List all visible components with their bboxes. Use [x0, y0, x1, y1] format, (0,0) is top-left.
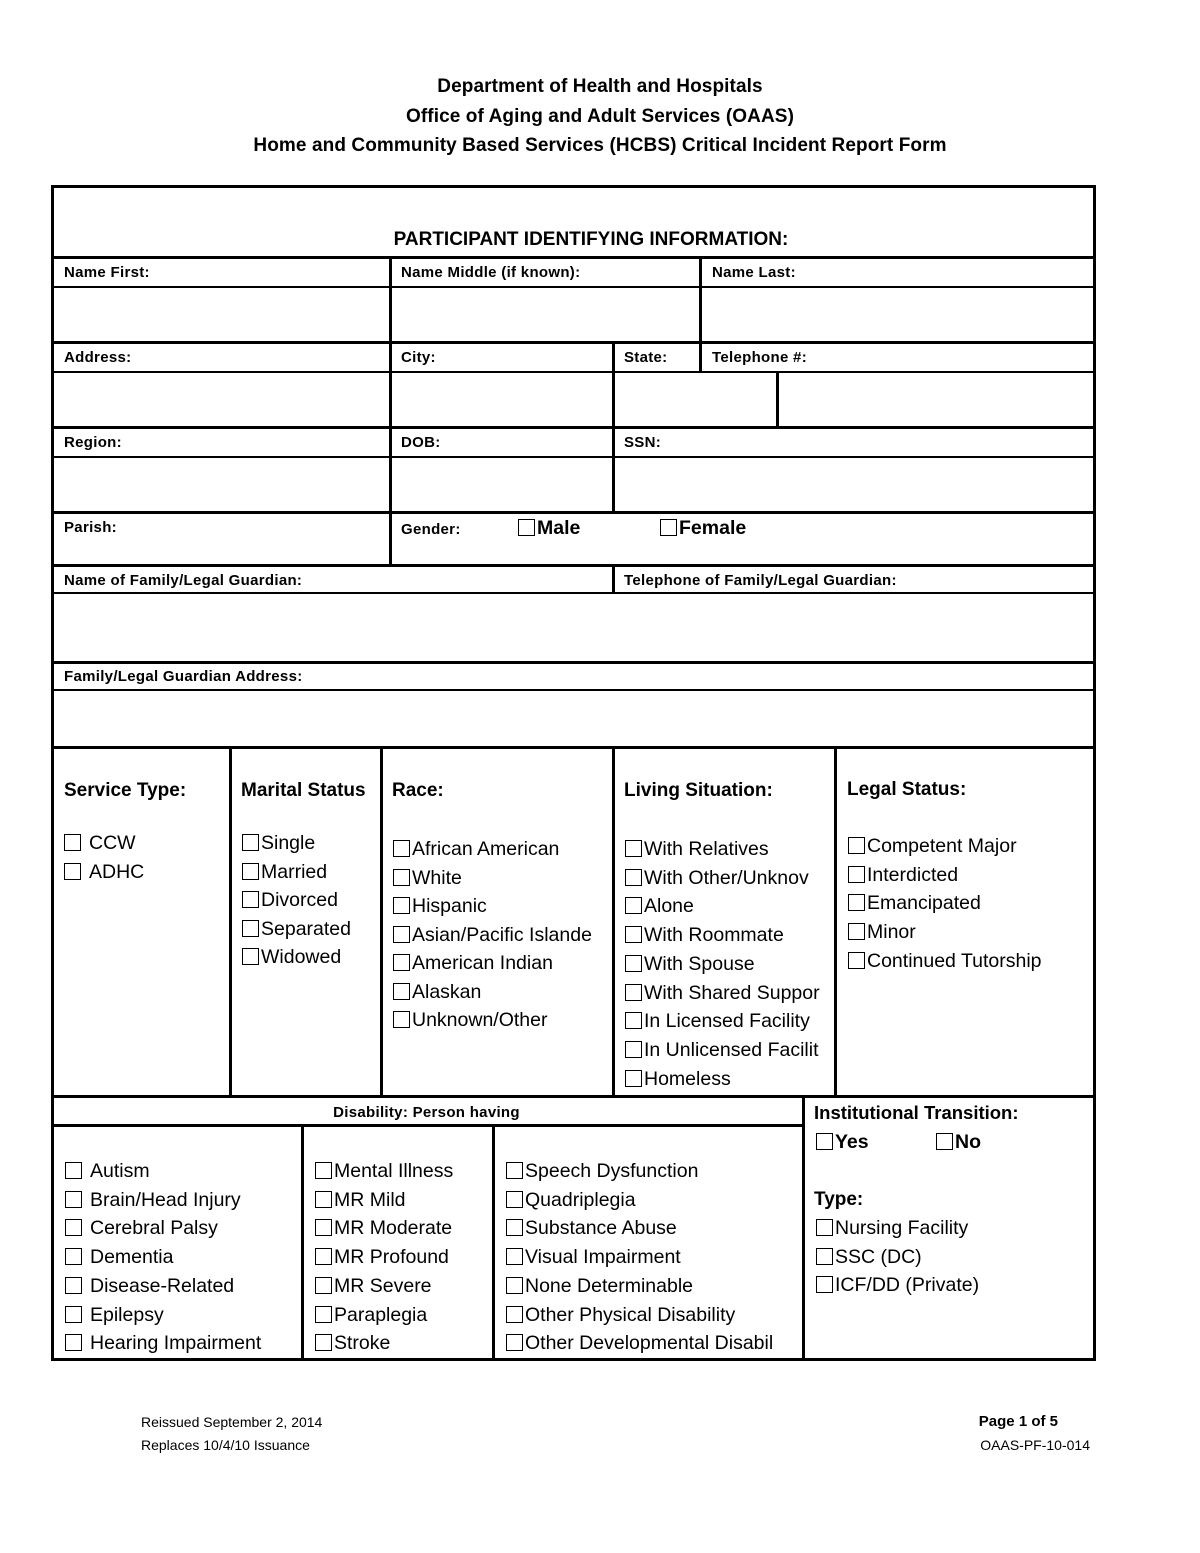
checkbox-icon[interactable]	[848, 952, 865, 969]
option-label: Alone	[644, 895, 694, 918]
option-label: ADHC	[89, 860, 145, 883]
ssn-label: SSN:	[624, 434, 662, 451]
rule	[699, 256, 702, 343]
option-label: Emancipated	[867, 892, 981, 915]
option-label: With Shared Suppor	[644, 981, 820, 1004]
option-label: With Relatives	[644, 838, 769, 860]
rule	[51, 1124, 804, 1127]
option-label: Hearing Impairment	[90, 1332, 262, 1355]
race-option[interactable]	[393, 952, 611, 976]
header-office: Office of Aging and Adult Services (OAAS)	[405, 106, 794, 127]
rule	[612, 341, 615, 428]
address-label: Address:	[64, 349, 132, 366]
option-label: MR Severe	[334, 1274, 432, 1297]
option-label: Homeless	[644, 1067, 731, 1090]
checkbox-icon[interactable]	[393, 840, 410, 857]
option-label: Substance Abuse	[525, 1217, 677, 1240]
rule	[612, 564, 615, 594]
race-option[interactable]	[393, 924, 611, 948]
transition-type-title: Type:	[814, 1189, 864, 1210]
institutional-transition-title: Institutional Transition:	[814, 1102, 1019, 1123]
disability-option[interactable]	[315, 1246, 490, 1270]
checkbox-icon[interactable]	[625, 897, 642, 914]
checkbox-icon[interactable]	[625, 1012, 642, 1029]
name-last-label: Name Last:	[712, 264, 796, 281]
marital-status-option[interactable]	[242, 946, 378, 970]
option-label: Stroke	[334, 1332, 391, 1355]
service-type-option[interactable]	[64, 861, 224, 885]
rule	[389, 426, 392, 513]
checkbox-icon[interactable]	[816, 1219, 833, 1236]
gender-label: Gender:	[401, 521, 461, 538]
disability-option[interactable]	[315, 1217, 490, 1241]
living-situation-option[interactable]	[625, 953, 833, 977]
checkbox-icon[interactable]	[64, 834, 81, 851]
disability-option[interactable]	[315, 1160, 490, 1184]
rule	[51, 1095, 1096, 1098]
checkbox-icon[interactable]	[315, 1306, 332, 1323]
checkbox-icon[interactable]	[65, 1277, 82, 1294]
checkbox-icon[interactable]	[393, 954, 410, 971]
rule	[51, 456, 1096, 458]
disability-option[interactable]	[506, 1275, 802, 1299]
telephone-label: Telephone #:	[712, 349, 807, 366]
marital-status-title: Marital Status	[241, 780, 366, 801]
service-type-option[interactable]	[64, 832, 224, 856]
guardian-name-label: Name of Family/Legal Guardian:	[64, 572, 303, 589]
legal-status-option[interactable]	[848, 950, 1092, 974]
rule	[51, 746, 1096, 749]
gender-female-option[interactable]: Female	[660, 517, 746, 541]
checkbox-icon[interactable]	[65, 1219, 82, 1236]
disability-option[interactable]	[65, 1246, 299, 1270]
rule	[612, 746, 615, 1097]
checkbox-icon[interactable]	[506, 1334, 523, 1351]
disability-option[interactable]	[506, 1246, 802, 1270]
option-label: Other Physical Disability	[525, 1303, 736, 1326]
name-first-label: Name First:	[64, 264, 150, 281]
living-situation-option[interactable]	[625, 1068, 833, 1092]
transition-type-option[interactable]	[816, 1246, 1092, 1270]
option-label: Autism	[90, 1160, 150, 1182]
option-label: Unknown/Other	[412, 1009, 548, 1031]
checkbox-icon[interactable]	[625, 869, 642, 886]
form-frame	[51, 185, 1096, 1361]
race-option[interactable]	[393, 895, 611, 919]
option-label: Continued Tutorship	[867, 949, 1042, 972]
option-label: Dementia	[90, 1246, 174, 1269]
rule	[699, 341, 702, 372]
race-title: Race:	[392, 780, 444, 801]
transition-type-option[interactable]	[816, 1274, 1092, 1298]
legal-status-option[interactable]	[848, 921, 1092, 945]
checkbox-icon[interactable]	[242, 834, 259, 851]
marital-status-option[interactable]	[242, 832, 378, 856]
disability-option[interactable]	[315, 1189, 490, 1213]
option-label: Competent Major	[867, 835, 1017, 857]
legal-status-title: Legal Status:	[847, 779, 967, 800]
disability-option[interactable]	[506, 1332, 802, 1356]
checkbox-icon[interactable]	[936, 1133, 953, 1150]
checkbox-icon[interactable]	[315, 1219, 332, 1236]
form-id: OAAS-PF-10-014	[980, 1437, 1090, 1453]
region-label: Region:	[64, 434, 122, 451]
option-label: ICF/DD (Private)	[835, 1274, 980, 1297]
legal-status-option[interactable]	[848, 864, 1092, 888]
option-label: Single	[261, 832, 316, 854]
living-situation-option[interactable]	[625, 838, 833, 862]
checkbox-icon[interactable]	[65, 1334, 82, 1351]
checkbox-icon[interactable]	[65, 1191, 82, 1208]
option-label: African American	[412, 838, 560, 860]
checkbox-icon[interactable]	[315, 1277, 332, 1294]
checkbox-icon[interactable]	[625, 926, 642, 943]
checkbox-icon[interactable]	[242, 863, 259, 880]
living-situation-option[interactable]	[625, 1010, 833, 1034]
checkbox-icon[interactable]	[242, 891, 259, 908]
checkbox-icon[interactable]	[625, 1070, 642, 1087]
rule	[51, 426, 1096, 429]
rule	[776, 371, 779, 428]
checkbox-icon[interactable]	[506, 1248, 523, 1265]
option-label: Minor	[867, 921, 916, 944]
header-department: Department of Health and Hospitals	[437, 76, 763, 97]
option-label: With Roommate	[644, 924, 784, 947]
checkbox-icon[interactable]	[816, 1133, 833, 1150]
disability-option[interactable]	[506, 1304, 802, 1328]
disability-option[interactable]	[506, 1160, 802, 1184]
option-label: Mental Illness	[334, 1160, 454, 1182]
disability-option[interactable]	[65, 1217, 299, 1241]
option-label: Alaskan	[412, 980, 482, 1003]
rule	[229, 746, 232, 1097]
option-label: Other Developmental Disabil	[525, 1332, 774, 1355]
checkbox-icon[interactable]	[242, 948, 259, 965]
disability-option[interactable]	[65, 1304, 299, 1328]
guardian-address-label: Family/Legal Guardian Address:	[64, 668, 303, 685]
name-middle-label: Name Middle (if known):	[401, 264, 581, 281]
legal-status-option[interactable]	[848, 892, 1092, 916]
rule	[492, 1124, 495, 1361]
rule	[51, 564, 1096, 567]
section-title: PARTICIPANT IDENTIFYING INFORMATION:	[393, 229, 789, 250]
checkbox-icon[interactable]	[816, 1248, 833, 1265]
checkbox-icon[interactable]	[660, 519, 677, 536]
option-label: Brain/Head Injury	[90, 1188, 241, 1211]
checkbox-icon[interactable]	[315, 1191, 332, 1208]
option-label: Interdicted	[867, 863, 959, 886]
option-label: Separated	[261, 917, 351, 940]
state-label: State:	[624, 349, 668, 366]
dob-label: DOB:	[401, 434, 441, 451]
option-label: Quadriplegia	[525, 1188, 636, 1211]
legal-status-option[interactable]	[848, 835, 1092, 859]
service-type-title: Service Type:	[64, 780, 187, 801]
rule	[51, 256, 1096, 259]
option-label: American Indian	[412, 952, 553, 974]
option-label: Paraplegia	[334, 1303, 428, 1326]
rule	[612, 426, 615, 513]
option-label: Hispanic	[412, 895, 487, 917]
option-label: Nursing Facility	[835, 1217, 969, 1239]
checkbox-icon[interactable]	[625, 840, 642, 857]
disability-option[interactable]	[315, 1332, 490, 1356]
checkbox-icon[interactable]	[315, 1162, 332, 1179]
option-label: Widowed	[261, 946, 342, 968]
city-label: City:	[401, 349, 436, 366]
checkbox-icon[interactable]	[65, 1248, 82, 1265]
checkbox-icon[interactable]	[506, 1277, 523, 1294]
rule	[301, 1124, 304, 1361]
checkbox-icon[interactable]	[625, 984, 642, 1001]
checkbox-icon[interactable]	[315, 1248, 332, 1265]
disability-option[interactable]	[506, 1217, 802, 1241]
checkbox-icon[interactable]	[393, 869, 410, 886]
checkbox-icon[interactable]	[518, 519, 535, 536]
living-situation-option[interactable]	[625, 867, 833, 891]
checkbox-icon[interactable]	[242, 920, 259, 937]
rule	[834, 746, 837, 1097]
marital-status-option[interactable]	[242, 918, 378, 942]
option-label: None Determinable	[525, 1274, 694, 1297]
rule	[380, 746, 383, 1097]
rule	[51, 689, 1096, 691]
checkbox-icon[interactable]	[816, 1276, 833, 1293]
race-option[interactable]	[393, 838, 611, 862]
option-label: In Licensed Facility	[644, 1010, 810, 1033]
checkbox-icon[interactable]	[393, 1011, 410, 1028]
checkbox-icon[interactable]	[65, 1306, 82, 1323]
disability-title: Disability: Person having	[333, 1104, 520, 1121]
living-situation-option[interactable]	[625, 982, 833, 1006]
disability-option[interactable]	[506, 1189, 802, 1213]
option-label: Divorced	[261, 889, 338, 911]
living-situation-option[interactable]	[625, 924, 833, 948]
rule	[51, 592, 1096, 594]
page-number: Page 1 of 5	[978, 1413, 1058, 1430]
rule	[389, 256, 392, 343]
replaces-issuance: Replaces 10/4/10 Issuance	[141, 1437, 310, 1453]
marital-status-option[interactable]	[242, 861, 378, 885]
checkbox-icon[interactable]	[393, 926, 410, 943]
checkbox-icon[interactable]	[506, 1191, 523, 1208]
option-label: Epilepsy	[90, 1303, 164, 1326]
checkbox-icon[interactable]	[848, 923, 865, 940]
disability-option[interactable]	[65, 1160, 299, 1184]
race-option[interactable]	[393, 1009, 611, 1033]
rule	[389, 511, 392, 566]
living-situation-option[interactable]	[625, 895, 833, 919]
rule	[389, 341, 392, 428]
option-label: With Other/Unknov	[644, 866, 809, 889]
checkbox-icon[interactable]	[393, 897, 410, 914]
rule	[51, 511, 1096, 514]
race-option[interactable]	[393, 867, 611, 891]
option-label: Disease-Related	[90, 1274, 235, 1297]
rule	[51, 371, 1096, 373]
option-label: With Spouse	[644, 952, 755, 975]
checkbox-icon[interactable]	[393, 983, 410, 1000]
checkbox-icon[interactable]	[315, 1334, 332, 1351]
option-label: White	[412, 866, 462, 889]
disability-option[interactable]	[65, 1275, 299, 1299]
option-label: Visual Impairment	[525, 1246, 681, 1269]
guardian-phone-label: Telephone of Family/Legal Guardian:	[624, 572, 897, 589]
checkbox-icon[interactable]	[625, 955, 642, 972]
checkbox-icon[interactable]	[64, 863, 81, 880]
disability-option[interactable]	[65, 1332, 299, 1356]
option-label: MR Mild	[334, 1188, 406, 1211]
option-label: Speech Dysfunction	[525, 1160, 699, 1182]
living-situation-option[interactable]	[625, 1039, 833, 1063]
living-situation-title: Living Situation:	[624, 780, 773, 801]
option-label: MR Profound	[334, 1246, 449, 1269]
transition-yes-option[interactable]: Yes	[816, 1131, 869, 1155]
disability-option[interactable]	[65, 1189, 299, 1213]
option-label: SSC (DC)	[835, 1245, 922, 1268]
option-label: Married	[261, 860, 328, 883]
gender-male-option[interactable]: Male	[518, 517, 580, 541]
option-label: MR Moderate	[334, 1217, 453, 1240]
option-label: Cerebral Palsy	[90, 1217, 218, 1240]
race-option[interactable]	[393, 981, 611, 1005]
parish-label: Parish:	[64, 519, 117, 536]
checkbox-icon[interactable]	[506, 1306, 523, 1323]
option-label: In Unlicensed Facilit	[644, 1038, 819, 1061]
disability-option[interactable]	[315, 1304, 490, 1328]
option-label: Asian/Pacific Islande	[412, 923, 592, 946]
header-form-title: Home and Community Based Services (HCBS) Critical Incident Report Form	[253, 135, 947, 156]
disability-option[interactable]	[315, 1275, 490, 1299]
option-label: CCW	[89, 832, 136, 854]
rule	[802, 1095, 805, 1361]
checkbox-icon[interactable]	[848, 866, 865, 883]
transition-no-option[interactable]: No	[936, 1131, 981, 1155]
reissued-date: Reissued September 2, 2014	[141, 1414, 323, 1430]
checkbox-icon[interactable]	[506, 1162, 523, 1179]
checkbox-icon[interactable]	[848, 894, 865, 911]
rule	[51, 341, 1096, 344]
transition-type-option[interactable]	[816, 1217, 1092, 1241]
checkbox-icon[interactable]	[506, 1219, 523, 1236]
rule	[51, 286, 1096, 288]
checkbox-icon[interactable]	[65, 1162, 82, 1179]
checkbox-icon[interactable]	[625, 1041, 642, 1058]
marital-status-option[interactable]	[242, 889, 378, 913]
checkbox-icon[interactable]	[848, 837, 865, 854]
rule	[51, 661, 1096, 664]
